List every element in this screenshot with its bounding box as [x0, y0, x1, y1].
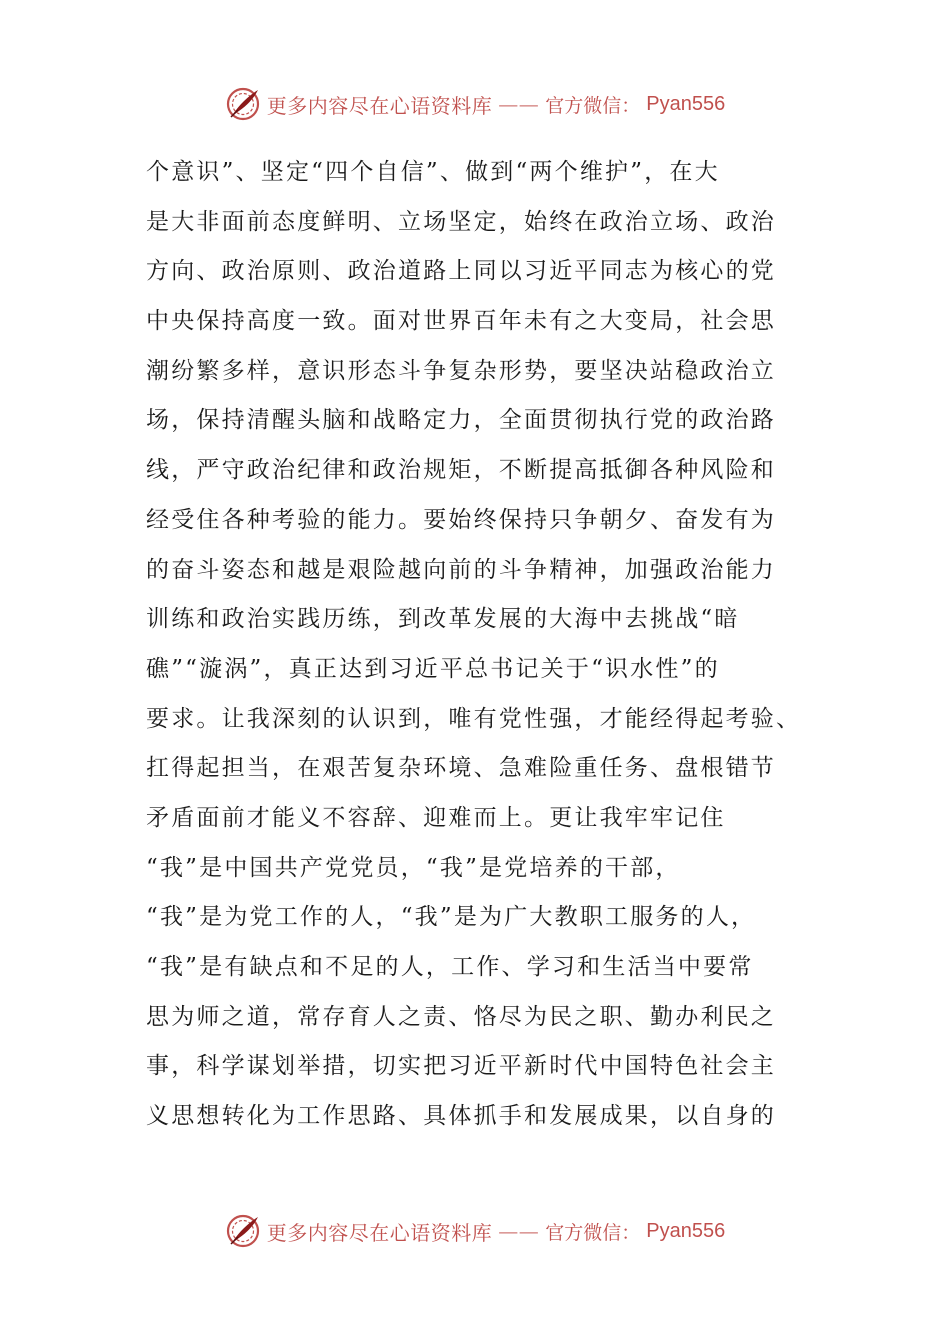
- text-line: 事，科学谋划举措，切实把习近平新时代中国特色社会主: [146, 1053, 776, 1080]
- footer-dash: ——: [498, 1219, 540, 1243]
- text-line: 场，保持清醒头脑和战略定力，全面贯彻执行党的政治路: [146, 407, 776, 434]
- header-wechat-id: Pyan556: [646, 92, 726, 115]
- footer-title: 更多内容尽在心语资料库: [266, 1220, 493, 1245]
- footer-banner: [0, 1211, 950, 1251]
- document-body: [146, 148, 806, 1142]
- text-line: 经受住各种考验的能力。要始终保持只争朝夕、奋发有为: [146, 506, 776, 533]
- text-line: 线，严守政治纪律和政治规矩，不断提高抵御各种风险和: [146, 457, 776, 484]
- text-line: 潮纷繁多样，意识形态斗争复杂形势，要坚决站稳政治立: [146, 357, 776, 384]
- text-line: 义思想转化为工作思路、具体抓手和发展成果，以自身的: [146, 1103, 776, 1130]
- header-banner: [0, 84, 950, 124]
- header-title: 更多内容尽在心语资料库: [266, 93, 493, 118]
- text-line: “我”是为党工作的人，“我”是为广大教职工服务的人，: [146, 904, 757, 931]
- text-line: 训练和政治实践历练，到改革发展的大海中去挑战“暗: [146, 606, 740, 633]
- text-line: 扛得起担当，在艰苦复杂环境、急难险重任务、盘根错节: [146, 755, 776, 782]
- text-line: 的奋斗姿态和越是艰险越向前的斗争精神，加强政治能力: [146, 556, 776, 583]
- text-line: “我”是中国共产党党员，“我”是党培养的干部，: [146, 854, 681, 881]
- text-line: 思为师之道，常存育人之责、恪尽为民之职、勤办利民之: [146, 1003, 776, 1030]
- text-line: 矛盾面前才能义不容辞、迎难而上。更让我牢牢记住: [146, 804, 726, 831]
- text-line: 个意识”、坚定“四个自信”、做到“两个维护”，在大: [146, 159, 720, 185]
- quill-pen-logo-icon: [225, 86, 261, 122]
- footer-wechat-id: Pyan556: [646, 1219, 726, 1242]
- header-dash: ——: [498, 92, 540, 116]
- text-line: 要求。让我深刻的认识到，唯有党性强，才能经得起考验、: [146, 705, 802, 732]
- text-line: “我”是有缺点和不足的人，工作、学习和生活当中要常: [146, 954, 754, 980]
- text-line: 是大非面前态度鲜明、立场坚定，始终在政治立场、政治: [146, 208, 776, 235]
- text-line: 方向、政治原则、政治道路上同以习近平同志为核心的党: [146, 258, 776, 285]
- quill-pen-logo-icon: [225, 1213, 261, 1249]
- footer-wechat-label: 官方微信：: [545, 1221, 641, 1244]
- text-line: 礁”“漩涡”，真正达到习近平总书记关于“识水性”的: [146, 655, 720, 682]
- text-line: 中央保持高度一致。面对世界百年未有之大变局，社会思: [146, 308, 776, 335]
- header-wechat-label: 官方微信：: [545, 94, 641, 117]
